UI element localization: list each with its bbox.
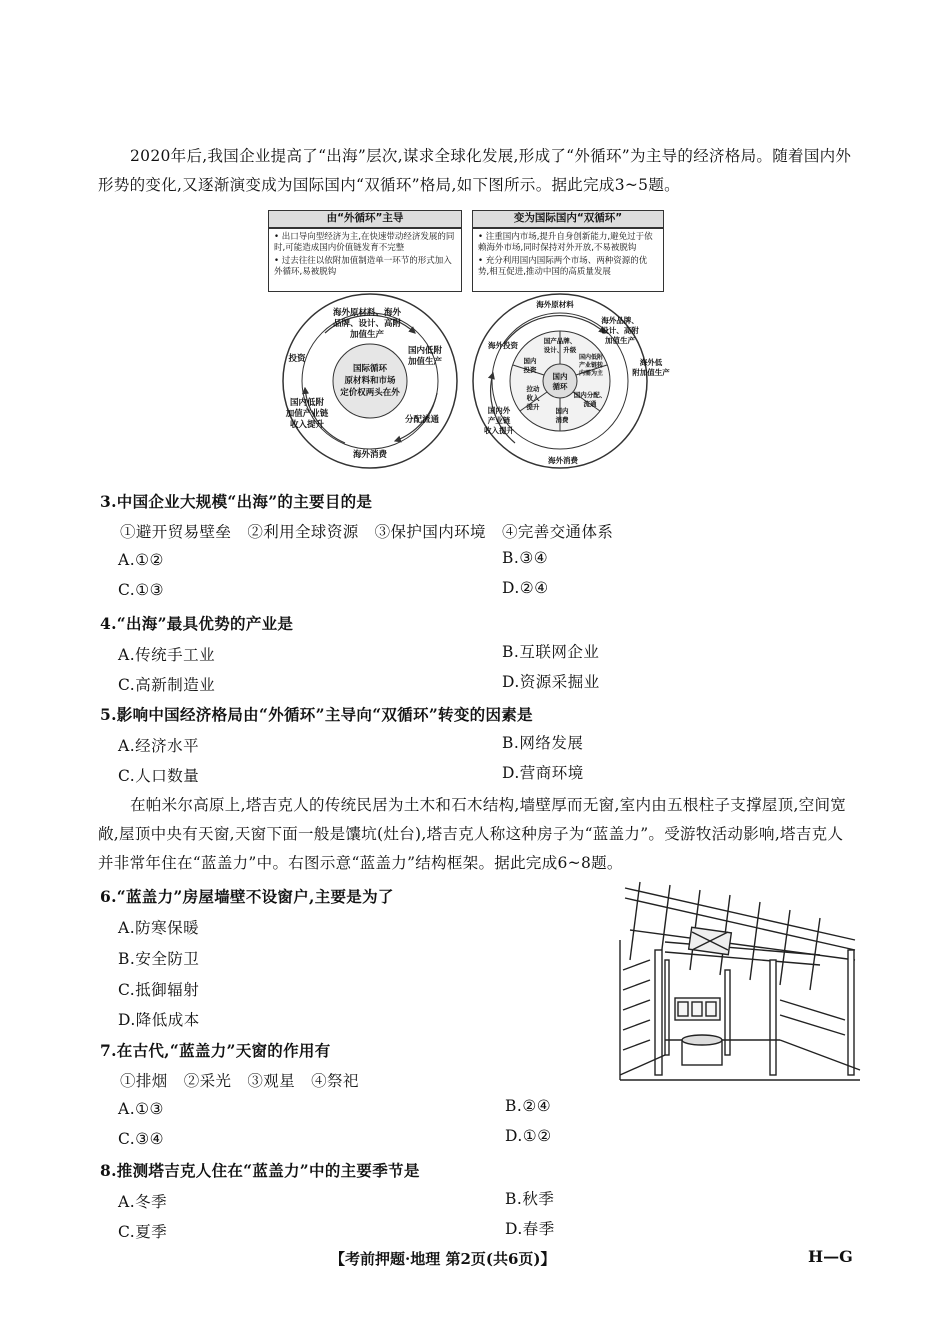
intro-paragraph-1: 2020年后,我国企业提高了“出海”层次,谋求全球化发展,形成了“外循环”为主导的经济格局。随着国内外形势的变化,又逐渐演变成为国际国内“双循环”格局,如下图所示。据此完成3~5题。 [98, 147, 852, 194]
right-diagram-title: 变为国际国内“双循环” [472, 210, 664, 228]
svg-text:国内外: 国内外 [487, 406, 511, 415]
svg-text:国内低附: 国内低附 [578, 354, 604, 361]
paper-code: H—G [808, 1247, 853, 1266]
svg-text:流通: 流通 [583, 400, 597, 408]
svg-text:国内分配、: 国内分配、 [573, 391, 607, 399]
question-7-stem: 7.在古代,“蓝盖力”天窗的作用有 [100, 1041, 331, 1060]
svg-text:品牌、设计、高附: 品牌、设计、高附 [332, 319, 402, 329]
svg-text:加值生产: 加值生产 [605, 336, 635, 345]
svg-text:产业链转: 产业链转 [578, 362, 604, 369]
svg-text:投资: 投资 [523, 366, 537, 374]
q4-option-a[interactable]: A.传统手工业 [118, 646, 216, 664]
q7-option-b[interactable]: B.②④ [505, 1097, 552, 1115]
svg-text:海外原材料、海外: 海外原材料、海外 [332, 308, 402, 318]
intro-paragraph-2: 在帕米尔高原上,塔吉克人的传统民居为土木和石木结构,墙壁厚而无窗,室内由五根柱子支撑屋顶,空间宽敞,屋顶中央有天窗,天窗下面一般是馕坑(灶台),塔吉克人称这种房子为“蓝盖力”。受游牧活动影响,塔吉克人并非常年住在“蓝盖力”中。右图示意“蓝盖力”结构框架。据此完成6~8题。 [98, 796, 847, 872]
svg-text:海外投资: 海外投资 [488, 341, 518, 350]
q6-option-d[interactable]: D.降低成本 [118, 1011, 200, 1029]
q7-option-d[interactable]: D.①② [505, 1127, 552, 1145]
q3-option-a[interactable]: A.①② [118, 551, 164, 569]
svg-text:收入提升: 收入提升 [484, 426, 514, 435]
svg-text:提升: 提升 [526, 403, 540, 411]
svg-text:附加值生产: 附加值生产 [632, 368, 670, 377]
question-5-stem: 5.影响中国经济格局由“外循环”主导向“双循环”转变的因素是 [100, 705, 533, 724]
svg-text:加值产业链: 加值产业链 [285, 409, 329, 419]
q5-option-d[interactable]: D.营商环境 [502, 764, 584, 782]
question-7-statements: ①排烟 ②采光 ③观星 ④祭祀 [120, 1072, 359, 1090]
q4-option-b[interactable]: B.互联网企业 [502, 643, 600, 661]
left-point-2: • 过去往往以依附加值制造单一环节的形式加入外循环,易被脱钩 [274, 256, 452, 277]
question-3-stem: 3.中国企业大规模“出海”的主要目的是 [100, 492, 373, 511]
q8-option-a[interactable]: A.冬季 [118, 1193, 168, 1211]
svg-text:循环: 循环 [552, 382, 568, 391]
svg-text:收入提升: 收入提升 [289, 420, 325, 430]
lc-center-3: 定价权两头在外 [340, 388, 400, 398]
q3-option-d[interactable]: D.②④ [502, 579, 549, 597]
left-point-1: • 出口导向型经济为主,在快速带动经济发展的同时,可能造成国内价值链发育不完整 [274, 232, 455, 253]
q4-option-c[interactable]: C.高新制造业 [118, 676, 216, 694]
question-6-stem: 6.“蓝盖力”房屋墙壁不设窗户,主要是为了 [100, 887, 394, 906]
left-diagram-title: 由“外循环”主导 [268, 210, 462, 228]
left-diagram-points [268, 228, 462, 292]
svg-text:投资: 投资 [288, 354, 306, 364]
svg-text:加值生产: 加值生产 [407, 357, 443, 367]
circulation-circles [265, 293, 670, 473]
svg-text:国产品牌、: 国产品牌、 [543, 337, 577, 345]
right-point-2: • 充分利用国内国际两个市场、两种资源的优势,相互促进,推动中国的高质量发展 [478, 256, 648, 277]
q5-option-c[interactable]: C.人口数量 [118, 767, 200, 785]
svg-text:海外消费: 海外消费 [352, 450, 388, 460]
question-8-stem: 8.推测塔吉克人住在“蓝盖力”中的主要季节是 [100, 1161, 420, 1180]
svg-text:设计、高附: 设计、高附 [601, 326, 639, 335]
svg-text:设计、升级: 设计、升级 [543, 346, 577, 354]
q6-option-a[interactable]: A.防寒保暖 [118, 919, 200, 937]
question-4-stem: 4.“出海”最具优势的产业是 [100, 614, 294, 633]
q8-option-b[interactable]: B.秋季 [505, 1190, 555, 1208]
right-point-1: • 注重国内市场,提升自身创新能力,避免过于依赖海外市场,同时保持对外开放,不易被脱钩 [478, 232, 653, 253]
page-footer: 【考前押题·地理 第2页(共6页)】 [330, 1250, 556, 1268]
q4-option-d[interactable]: D.资源采掘业 [502, 673, 600, 691]
q6-option-b[interactable]: B.安全防卫 [118, 950, 200, 968]
svg-text:国内: 国内 [552, 372, 568, 381]
svg-text:消费: 消费 [555, 416, 569, 424]
svg-text:海外低: 海外低 [639, 358, 663, 367]
svg-text:国内低附: 国内低附 [289, 398, 325, 408]
house-structure-illustration [620, 880, 860, 1085]
svg-text:海外品牌、: 海外品牌、 [601, 316, 639, 325]
q7-option-a[interactable]: A.①③ [118, 1100, 164, 1118]
svg-text:内需为主: 内需为主 [578, 370, 604, 377]
q3-option-b[interactable]: B.③④ [502, 549, 549, 567]
svg-text:拉动: 拉动 [526, 385, 540, 393]
svg-text:国内: 国内 [555, 407, 569, 415]
q5-option-b[interactable]: B.网络发展 [502, 734, 584, 752]
svg-text:分配流通: 分配流通 [404, 415, 440, 425]
q8-option-d[interactable]: D.春季 [505, 1220, 555, 1238]
question-3-statements: ①避开贸易壁垒 ②利用全球资源 ③保护国内环境 ④完善交通体系 [120, 523, 614, 541]
lc-center-1: 国际循环 [352, 364, 388, 374]
svg-text:国内低附: 国内低附 [407, 346, 443, 356]
svg-text:海外原材料: 海外原材料 [536, 300, 574, 309]
svg-text:收入: 收入 [526, 394, 540, 402]
q3-option-c[interactable]: C.①③ [118, 581, 165, 599]
svg-text:加值生产: 加值生产 [349, 330, 385, 340]
svg-text:海外消费: 海外消费 [548, 456, 578, 465]
svg-text:产业链: 产业链 [487, 416, 511, 425]
q6-option-c[interactable]: C.抵御辐射 [118, 981, 200, 999]
q7-option-c[interactable]: C.③④ [118, 1130, 165, 1148]
q8-option-c[interactable]: C.夏季 [118, 1223, 168, 1241]
svg-text:国内: 国内 [523, 357, 537, 365]
right-diagram-points [472, 228, 664, 292]
q5-option-a[interactable]: A.经济水平 [118, 737, 200, 755]
lc-center-2: 原材料和市场 [344, 376, 396, 386]
